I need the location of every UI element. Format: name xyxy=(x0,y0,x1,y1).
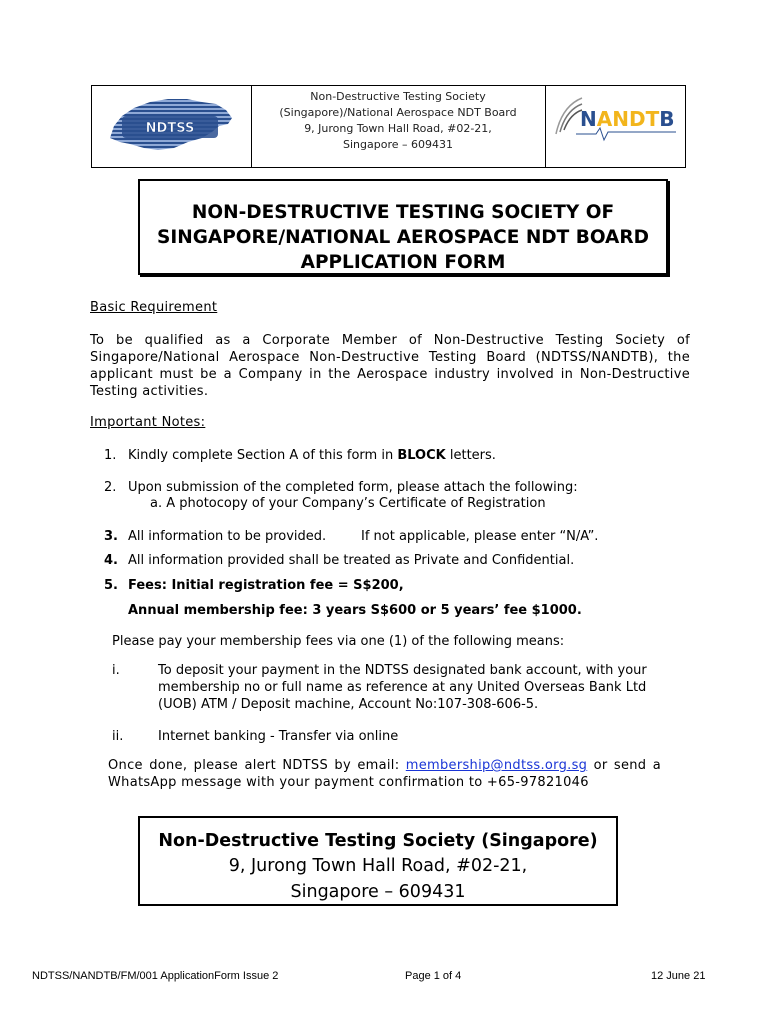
membership-email-link[interactable]: membership@ndtss.org.sg xyxy=(405,758,588,773)
once-done-paragraph xyxy=(108,757,661,791)
note-number: 4. xyxy=(104,553,118,568)
note-item-2: Upon submission of the completed form, please attach the following: xyxy=(128,480,578,495)
note-item-3b: If not applicable, please enter “N/A”. xyxy=(361,529,599,544)
note-item-2a: a. A photocopy of your Company’s Certificate of Registration xyxy=(150,496,546,511)
header-logo-cell-right xyxy=(545,86,687,167)
form-title-line: NON-DESTRUCTIVE TESTING SOCIETY OF xyxy=(191,202,615,223)
note-item-3a: All information to be provided. xyxy=(128,529,327,544)
payment-means-number: i. xyxy=(112,663,120,678)
note-number: 1. xyxy=(104,448,117,463)
footer-doc-id: NDTSS/NANDTB/FM/001 ApplicationForm Issue 2 xyxy=(32,970,279,982)
address-box xyxy=(138,816,618,906)
header-logo-cell-left xyxy=(92,86,252,167)
note-item-5-annual: Annual membership fee: 3 years S$600 or 5 years’ fee $1000. xyxy=(128,603,582,618)
note-item-1-bold: BLOCK xyxy=(397,448,446,463)
nandtb-logo xyxy=(546,86,687,167)
form-title-line: APPLICATION FORM xyxy=(300,252,506,273)
footer-page-number: Page 1 of 4 xyxy=(405,970,462,982)
header-address-line: 9, Jurong Town Hall Road, #02-21, xyxy=(304,122,492,135)
address-box-postcode: Singapore – 609431 xyxy=(290,882,466,902)
form-title-box xyxy=(138,179,668,275)
header-table xyxy=(91,85,686,168)
payment-means-internet-banking: Internet banking - Transfer via online xyxy=(158,729,399,744)
once-done-text-end: or send a WhatsApp message with your payment confirmation to +65-97821046 xyxy=(108,758,661,790)
once-done-text: Once done, please alert NDTSS by email: xyxy=(108,758,406,773)
note-number: 2. xyxy=(104,480,117,495)
note-item-1 xyxy=(128,447,496,464)
footer-date: 12 June 21 xyxy=(651,970,706,982)
svg-text:NANDTB xyxy=(580,107,674,131)
payment-means-number: ii. xyxy=(112,729,124,744)
address-box-org: Non-Destructive Testing Society (Singapore) xyxy=(158,831,598,851)
header-address xyxy=(252,89,544,153)
basic-requirement-heading: Basic Requirement xyxy=(90,300,218,315)
form-title-line: SINGAPORE/NATIONAL AEROSPACE NDT BOARD xyxy=(157,227,649,248)
header-address-line: Non-Destructive Testing Society xyxy=(310,90,486,103)
nandtb-logo-prefix: N xyxy=(580,107,597,131)
note-number: 3. xyxy=(104,529,118,544)
note-item-1-text-end: letters. xyxy=(445,448,496,463)
nandtb-logo-suffix: B xyxy=(659,107,675,131)
header-address-line: Singapore – 609431 xyxy=(343,138,453,151)
note-item-5-fees: Fees: Initial registration fee = S$200, xyxy=(128,578,404,593)
note-item-1-text: Kindly complete Section A of this form in xyxy=(128,448,398,463)
note-item-4: All information provided shall be treated as Private and Confidential. xyxy=(128,553,575,568)
ndtss-logo-text: NDTSS xyxy=(145,121,195,136)
address-box-street: 9, Jurong Town Hall Road, #02-21, xyxy=(228,856,528,876)
important-notes-heading: Important Notes: xyxy=(90,415,206,430)
header-address-line: (Singapore)/National Aerospace NDT Board xyxy=(279,106,517,119)
payment-intro: Please pay your membership fees via one (1) of the following means: xyxy=(112,634,565,649)
nandtb-logo-accent: ANDT xyxy=(596,107,660,131)
payment-means-deposit: To deposit your payment in the NDTSS designated bank account, with your membership no or full name as reference at any United Overseas Bank Ltd (UOB) ATM / Deposit machine, Account No:107-308-606-5. xyxy=(158,663,647,712)
note-number: 5. xyxy=(104,578,118,593)
ndtss-logo xyxy=(92,86,251,167)
basic-requirement-body: To be qualified as a Corporate Member of Non-Destructive Testing Society of Singapore/National Aerospace Non-Destructive Testing Board (NDTSS/NANDTB), the applicant must be a Company in the Aerospace industry involved in Non-Destructive Testing activities. xyxy=(90,333,690,399)
